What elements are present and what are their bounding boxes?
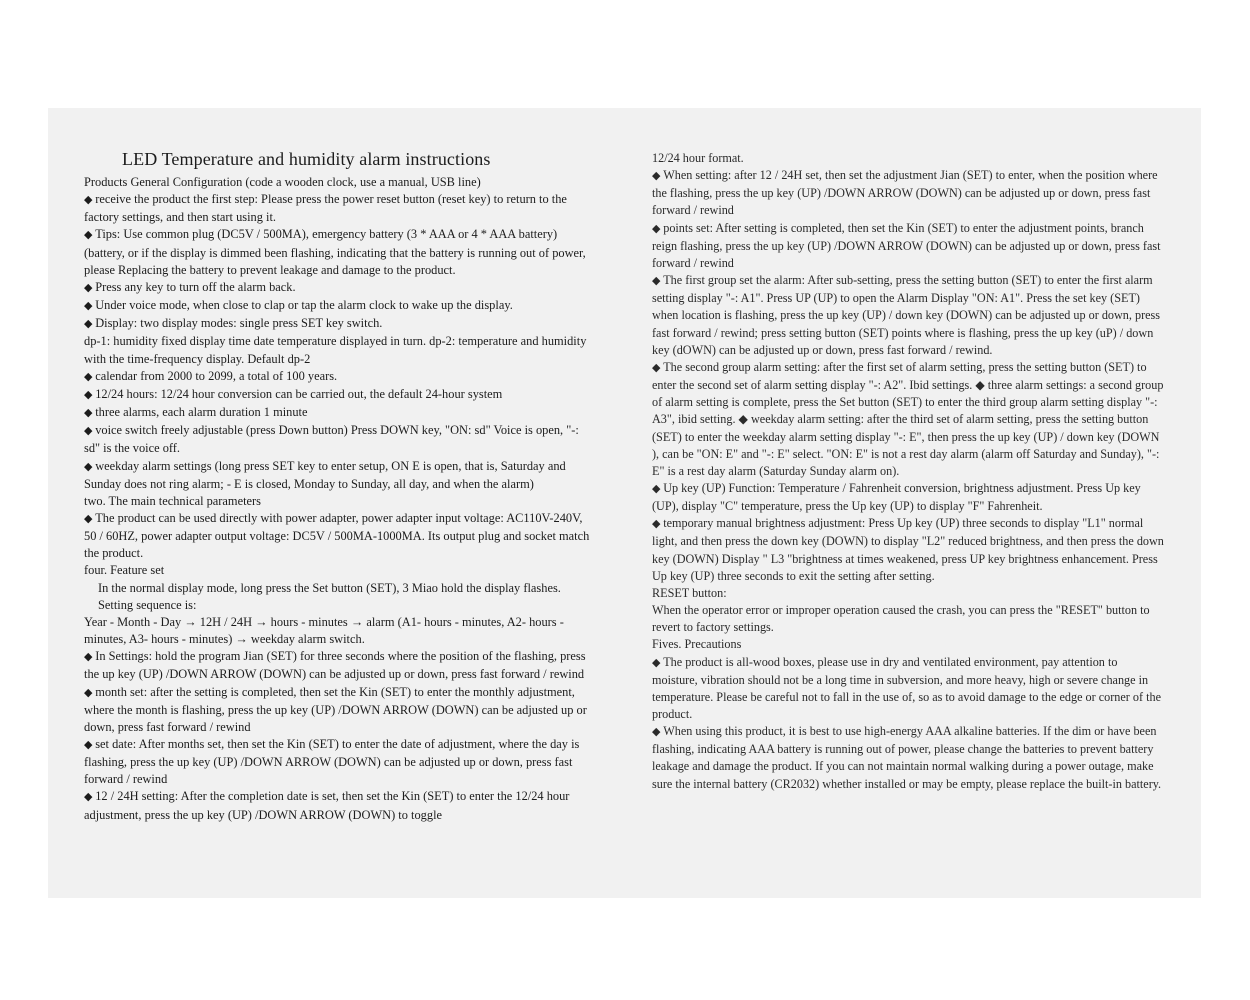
right-paragraph: RESET button:	[652, 585, 727, 600]
left-paragraph: ◆ receive the product the first step: Please press the power reset button (reset key) to return to the factory settings, and then start using it.	[84, 191, 594, 226]
left-paragraph: dp-1: humidity fixed display time date temperature displayed in turn. dp-2: temperature and humidity with the time-frequency display. Default dp-2	[84, 334, 587, 366]
right-paragraph: Fives. Precautions	[652, 637, 742, 652]
right-paragraph: ◆ When setting: after 12 / 24H set, then set the adjustment Jian (SET) to enter, when the position where the flashing, press the up key (UP) /DOWN ARROW (DOWN) can be adjusted up or down, press fast forward / rewind	[652, 167, 1166, 219]
right-paragraph: 12/24 hour format.	[652, 151, 744, 165]
right-paragraph: ◆ The product is all-wood boxes, please use in dry and ventilated environment, pay attention to moisture, vibration should not be a long time in subversion, and more heavy, high or severe change in temperature. Please be careful not to fall in the use of, so as to avoid damage to the edge or corner of the product.	[652, 654, 1166, 724]
left-paragraph: ◆ Press any key to turn off the alarm back.	[84, 279, 594, 297]
right-paragraph: ◆ The second group alarm setting: after the first set of alarm setting, press the setting button (SET) to enter the second set of alarm setting display "-: A2". Ibid settings. ◆ three alarm settings: a second group of alarm setting is complete, press the Set button (SET) to enter the third group alarm setting display "-: A3", ibid setting. ◆ weekday alarm setting: after the third set of alarm setting, press the setting button (SET) to enter the weekday alarm setting display "-: E", then press the up key (UP) / down key (DOWN ), can be "ON: E" and "-: E" select. "ON: E" is not a rest day alarm (alarm off Saturday and Sunday), "-: E" is a rest day alarm (Saturday Sunday alarm on).	[652, 359, 1166, 480]
right-paragraph: ◆ When using this product, it is best to use high-energy AAA alkaline batteries. If the dim or have been flashing, indicating AAA battery is running out of power, please change the batteries to prevent battery leakage and damage the product. If you can not maintain normal walking during a power outage, make sure the internal battery (CR2032) whether installed or may be empty, please replace the built-in battery.	[652, 723, 1166, 793]
left-paragraph: four. Feature set	[84, 563, 165, 578]
document-title: LED Temperature and humidity alarm instructions	[122, 149, 491, 169]
left-paragraphs	[84, 174, 594, 824]
left-paragraph: ◆ The product can be used directly with power adapter, power adapter input voltage: AC110V-240V, 50 / 60HZ, power adapter output voltage: DC5V / 500MA-1000MA. Its output plug and socket match the product.	[84, 510, 594, 562]
left-paragraph: ◆ set date: After months set, then set the Kin (SET) to enter the date of adjustment, where the day is flashing, press the up key (UP) /DOWN ARROW (DOWN) can be adjusted up or down, press fast forward / rewind	[84, 736, 594, 788]
left-paragraph: two. The main technical parameters	[84, 493, 261, 508]
left-paragraph: ◆ 12/24 hours: 12/24 hour conversion can be carried out, the default 24-hour system	[84, 386, 594, 404]
left-paragraph: ◆ calendar from 2000 to 2099, a total of 100 years.	[84, 368, 594, 386]
left-paragraph: ◆ Display: two display modes: single press SET key switch.	[84, 315, 594, 333]
left-paragraph: ◆ Under voice mode, when close to clap or tap the alarm clock to wake up the display.	[84, 297, 594, 315]
left-paragraph: ◆ weekday alarm settings (long press SET key to enter setup, ON E is open, that is, Saturday and Sunday does not ring alarm; - E is closed, Monday to Sunday, all day, and when the alarm)	[84, 458, 594, 493]
left-paragraph: ◆ In Settings: hold the program Jian (SET) for three seconds where the position of the flashing, press the up key (UP) /DOWN ARROW (DOWN) can be adjusted up or down, press fast forward / rewind	[84, 648, 594, 683]
left-paragraph: ◆ voice switch freely adjustable (press Down button) Press DOWN key, "ON: sd" Voice is open, "-: sd" is the voice off.	[84, 422, 594, 457]
left-paragraph: Products General Configuration (code a wooden clock, use a manual, USB line)	[84, 175, 481, 189]
left-column	[84, 148, 594, 824]
right-paragraph: When the operator error or improper operation caused the crash, you can press the "RESET" button to revert to factory settings.	[652, 603, 1150, 635]
left-paragraph: ◆ Tips: Use common plug (DC5V / 500MA), emergency battery (3 * AAA or 4 * AAA battery) (battery, or if the display is dimmed been flashing, indicating that the battery is running out of power, please Replacing the battery to prevent leakage and damage to the product.	[84, 226, 594, 278]
left-paragraph: ◆ three alarms, each alarm duration 1 minute	[84, 404, 594, 422]
instruction-sheet	[48, 108, 1201, 898]
left-paragraph: Year - Month - Day → 12H / 24H → hours - minutes → alarm (A1- hours - minutes, A2- hours - minutes, A3- hours - minutes) → weekday alarm switch.	[84, 614, 564, 647]
left-paragraph: ◆ month set: after the setting is completed, then set the Kin (SET) to enter the monthly adjustment, where the month is flashing, press the up key (UP) /DOWN ARROW (DOWN) can be adjusted up or down, press fast forward / rewind	[84, 684, 594, 736]
left-paragraph: In the normal display mode, long press the Set button (SET), 3 Miao hold the display flashes. Setting sequence is:	[98, 580, 561, 612]
left-paragraph: ◆ 12 / 24H setting: After the completion date is set, then set the Kin (SET) to enter the 12/24 hour adjustment, press the up key (UP) /DOWN ARROW (DOWN) to toggle	[84, 788, 594, 823]
right-paragraph: ◆ Up key (UP) Function: Temperature / Fahrenheit conversion, brightness adjustment. Press Up key (UP), display "C" temperature, press the Up key (UP) to display "F" Fahrenheit.	[652, 480, 1166, 515]
right-paragraph: ◆ points set: After setting is completed, then set the Kin (SET) to enter the adjustment points, branch reign flashing, press the up key (UP) /DOWN ARROW (DOWN) can be adjusted up or down, press fast forward / rewind	[652, 220, 1166, 272]
right-column	[652, 150, 1166, 793]
right-paragraphs	[652, 150, 1166, 793]
right-paragraph: ◆ The first group set the alarm: After sub-setting, press the setting button (SET) to enter the first alarm setting display "-: A1". Press UP (UP) to open the Alarm Display "ON: A1". Press the set key (SET) when location is flashing, press the up key (UP) / down key (DOWN) can be adjusted up or down, press fast forward / rewind; press setting button (SET) points where is flashing, press the up key (uP) / down key (dOWN) can be adjusted up or down, press fast forward / rewind.	[652, 272, 1166, 359]
right-paragraph: ◆ temporary manual brightness adjustment: Press Up key (UP) three seconds to display "L1" normal light, and then press the down key (DOWN) to display "L2" reduced brightness, and then press the down key (DOWN) Display " L3 "brightness at times weakened, press UP key brightness enhancement. Press Up key (UP) three seconds to exit the setting after setting.	[652, 515, 1166, 585]
